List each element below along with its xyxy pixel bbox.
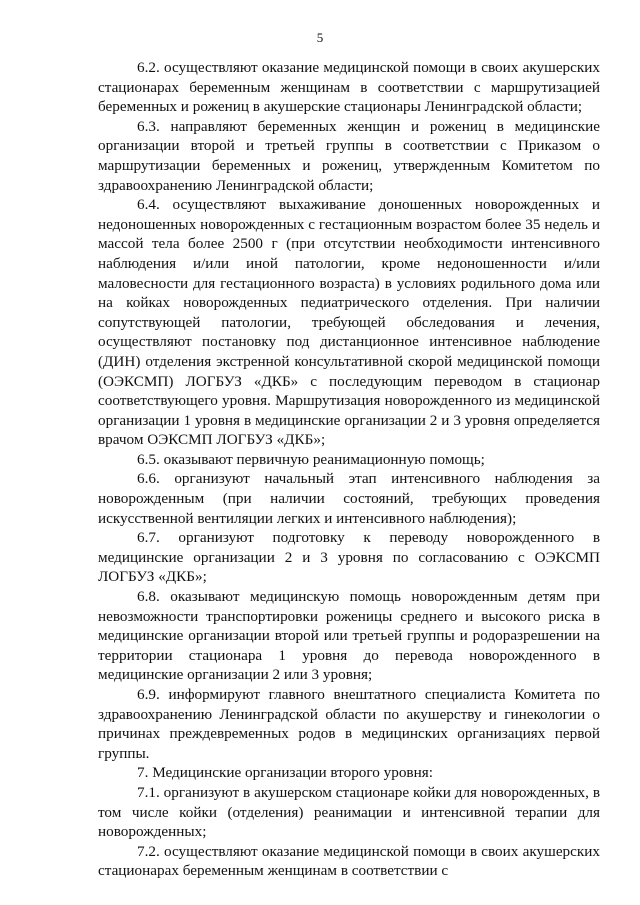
paragraph-6-7: 6.7. организуют подготовку к переводу новорожденного в медицинские организации 2 и 3 уровня по согласованию с ОЭКСМП ЛОГБУЗ «ДКБ»;	[98, 529, 600, 586]
paragraph-7-2: 7.2. осуществляют оказание медицинской помощи в своих акушерских стационарах беременным женщинам в соответствии с	[98, 842, 600, 880]
paragraph-6-3: 6.3. направляют беременных женщин и рожениц в медицинские организации второй и третьей группы в соответствии с Приказом о маршрутизации беременных и рожениц, утвержденным Комитетом по здравоохранению Ленинградской области;	[98, 117, 600, 194]
paragraph-6-5: 6.5. оказывают первичную реанимационную помощь;	[137, 450, 485, 468]
paragraph-6-9: 6.9. информируют главного внештатного специалиста Комитета по здравоохранению Ленинградской области по акушерству и гинекологии о причинах преждевременных родов в медицинских организациях первой группы.	[98, 686, 600, 762]
paragraph-6-6: 6.6. организуют начальный этап интенсивного наблюдения за новорожденным (при наличии состояний, требующих проведения искусственной вентиляции легких и интенсивного наблюдения);	[98, 470, 600, 527]
paragraph-6-8: 6.8. оказывают медицинскую помощь новорожденным детям при невозможности транспортировки роженицы среднего и высокого риска в медицинские организации второй или третьей группы и родоразрешении на территории стационара 1 уровня до перевода новорожденного в медицинские организации 2 или 3 уровня;	[98, 588, 600, 684]
paragraph-6-4: 6.4. осуществляют выхаживание доношенных новорожденных и недоношенных новорожденных с гестационным возрастом более 35 недель и массой тела более 2500 г (при отсутствии необходимости интенсивного наблюдения и/или иной патологии, кроме недоношенности и/или маловесности для гестационного возраста) в условиях родильного дома или на койках новорожденных педиатрического отделения. При наличии сопутствующей патологии, требующей обследования и лечения, осуществляют постановку под дистанционное интенсивное наблюдение (ДИН) отделения экстренной консультативной скорой медицинской помощи (ОЭКСМП) ЛОГБУЗ «ДКБ» с последующим переводом в стационар соответствующего уровня. Маршрутизация новорожденного из медицинской организации 1 уровня в медицинские организации 2 и 3 уровня определяется врачом ОЭКСМП ЛОГБУЗ «ДКБ»;	[98, 196, 600, 449]
document-body	[98, 58, 600, 881]
page-number: 5	[316, 30, 324, 45]
paragraph-7-1: 7.1. организуют в акушерском стационаре койки для новорожденных, в том числе койки (отделения) реанимации и интенсивной терапии для новорожденных;	[98, 783, 600, 841]
paragraph-6-2: 6.2. осуществляют оказание медицинской помощи в своих акушерских стационарах беременным женщинам в соответствии с маршрутизацией беременных и рожениц в акушерские стационары Ленинградской области;	[98, 59, 600, 116]
section-7-heading: 7. Медицинские организации второго уровня:	[137, 764, 433, 782]
